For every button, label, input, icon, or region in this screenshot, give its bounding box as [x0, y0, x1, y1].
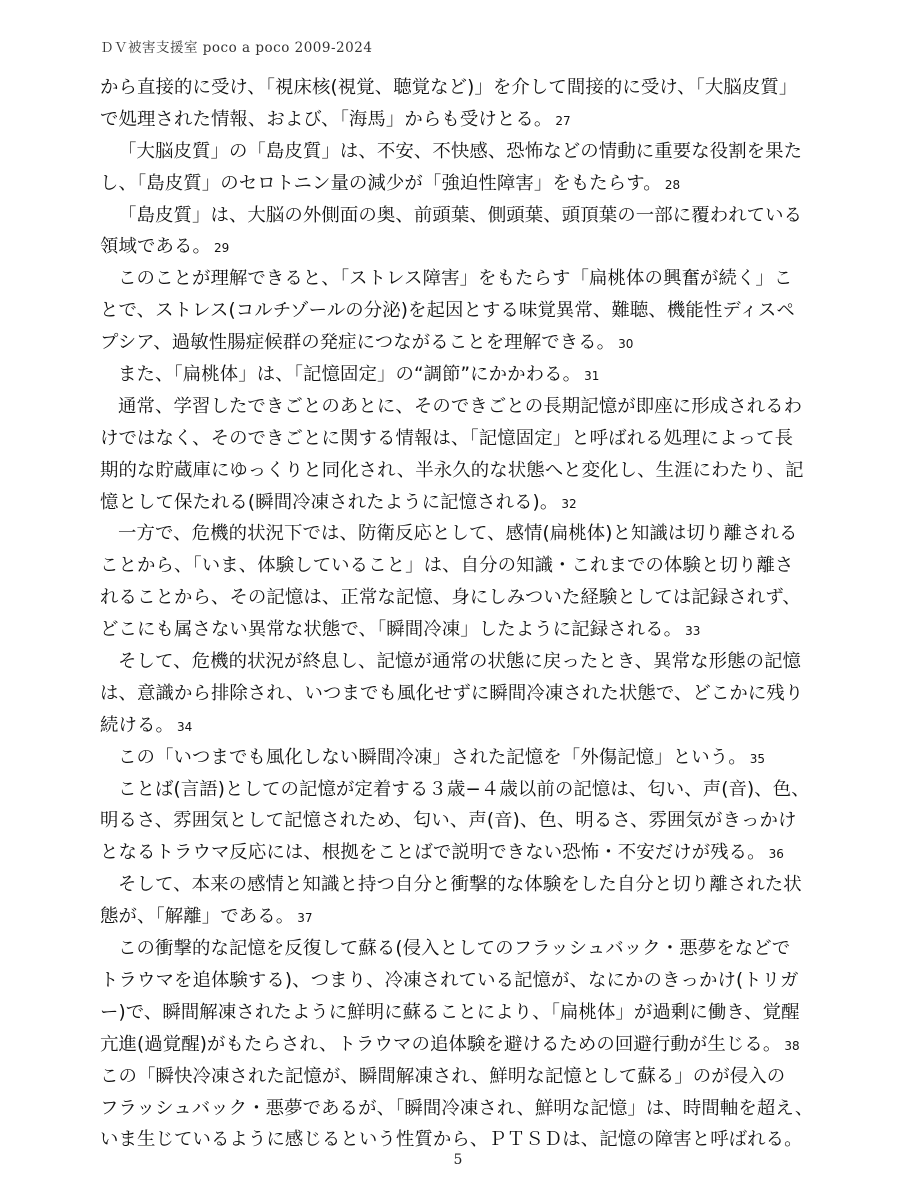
footnote-ref: 28 [664, 177, 681, 192]
line-text: となるトラウマ反応には、根拠をことばで説明できない恐怖・不安だけが残る。 [100, 842, 766, 864]
line-text: ー)で、瞬間解凍されたように鮮明に蘇ることにより、「扁桃体」が過剰に働き、覚醒 [100, 1001, 800, 1023]
text-line [100, 965, 820, 997]
line-text: で処理された情報、および、「海馬」からも受けとる。 [100, 108, 553, 130]
line-text: とで、ストレス(コルチゾールの分泌)を起因とする味覚異常、難聴、機能性ディスペ [100, 300, 795, 322]
text-line [100, 933, 820, 965]
line-text: トラウマを追体験する)、つまり、冷凍されている記憶が、なにかのきっかけ(トリガ [100, 969, 799, 991]
text-line [100, 901, 820, 933]
line-text: 続ける。 [100, 714, 174, 736]
text-line [100, 423, 820, 455]
footnote-ref: 31 [584, 369, 600, 384]
line-text: れることから、その記憶は、正常な記憶、身にしみついた経験としては記録されず、 [100, 587, 801, 609]
line-text: そして、危機的状況が終息し、記憶が通常の状態に戻ったとき、異常な形態の記憶 [118, 651, 802, 673]
text-line [100, 200, 820, 232]
line-text: フラッシュバック・悪夢であるが、「瞬間冷凍され、鮮明な記憶」は、時間軸を超え、 [100, 1097, 814, 1119]
line-text: は、意識から排除され、いつまでも風化せずに瞬間冷凍された状態で、どこかに残り [100, 682, 804, 704]
text-line [100, 295, 820, 327]
footnote-ref: 37 [297, 911, 313, 926]
line-text: この「いつまでも風化しない瞬間冷凍」された記憶を「外傷記憶」という。 [118, 746, 747, 768]
footnote-ref: 33 [685, 624, 701, 639]
line-text: 明るさ、雰囲気として記憶されため、匂い、声(音)、色、明るさ、雰囲気がきっかけ [100, 810, 797, 832]
line-text: どこにも属さない異常な状態で、「瞬間冷凍」したように記録される。 [100, 619, 683, 641]
text-line [100, 774, 820, 806]
text-line [100, 72, 820, 104]
body-text [100, 72, 820, 1156]
line-text: し、「島皮質」のセロトニン量の減少が「強迫性障害」をもたらす。 [100, 172, 662, 194]
line-text: 領域である。 [100, 236, 211, 258]
text-line [100, 327, 820, 359]
line-text: このことが理解できると、「ストレス障害」をもたらす「扁桃体の興奮が続く」こ [118, 268, 793, 290]
text-line [100, 678, 820, 710]
line-text: そして、本来の感情と知識と持つ自分と衝撃的な体験をした自分と切り離された状 [118, 874, 802, 896]
footnote-ref: 32 [561, 496, 577, 511]
text-line [100, 168, 820, 200]
line-text: この衝撃的な記憶を反復して蘇る(侵入としてのフラッシュバック・悪夢をなどで [118, 938, 791, 960]
text-line [100, 997, 820, 1029]
text-line [100, 1061, 820, 1093]
text-line [100, 487, 820, 519]
text-line [100, 550, 820, 582]
line-text: 亢進(過覚醒)がもたらされ、トラウマの追体験を避けるための回避行動が生じる。 [100, 1033, 782, 1055]
line-text: また、「扁桃体」は、「記憶固定」の“調節”にかかわる。 [118, 364, 582, 386]
line-text: 「大脳皮質」の「島皮質」は、不安、不快感、恐怖などの情動に重要な役割を果た [118, 140, 803, 162]
footnote-ref: 34 [176, 719, 193, 734]
text-line [100, 869, 820, 901]
line-text: 通常、学習したできごとのあとに、そのできごとの長期記憶が即座に形成されるわ [118, 395, 803, 417]
text-line [100, 518, 820, 550]
line-text: 一方で、危機的状況下では、防衛反応として、感情(扁桃体)と知識は切り離される [118, 523, 798, 545]
text-line [100, 263, 820, 295]
text-line [100, 1093, 820, 1125]
line-text: ことから、「いま、体験していること」は、自分の知識・これまでの体験と切り離さ [100, 555, 794, 577]
text-line [100, 391, 820, 423]
text-line [100, 231, 820, 263]
line-text: この「瞬快冷凍された記憶が、瞬間解凍され、鮮明な記憶として蘇る」のが侵入の [100, 1065, 786, 1087]
line-text: プシア、過敏性腸症候群の発症につながることを理解できる。 [100, 332, 616, 354]
page-number: 5 [453, 1152, 463, 1168]
footnote-ref: 27 [555, 113, 571, 128]
text-line [100, 614, 820, 646]
text-line [100, 104, 820, 136]
text-line [100, 710, 820, 742]
text-line [100, 136, 820, 168]
line-text: 期的な貯蔵庫にゆっくりと同化され、半永久的な状態へと変化し、生涯にわたり、記 [100, 459, 804, 481]
line-text: 憶として保たれる(瞬間冷凍されたように記憶される)。 [100, 491, 559, 513]
line-text: 「島皮質」は、大脳の外側面の奥、前頭葉、側頭葉、頭頂葉の一部に覆われている [118, 204, 803, 226]
text-line [100, 742, 820, 774]
line-text: けではなく、そのできごとに関する情報は、「記憶固定」と呼ばれる処理によって長 [100, 427, 794, 449]
text-line [100, 455, 820, 487]
text-line [100, 359, 820, 391]
line-text: 態が、「解離」である。 [100, 906, 295, 928]
line-text: ことば(言語)としての記憶が定着する３歳−４歳以前の記憶は、匂い、声(音)、色、 [118, 778, 810, 800]
text-line [100, 582, 820, 614]
line-text: から直接的に受け、「視床核(視覚、聴覚など)」を介して間接的に受け、「大脳皮質」 [100, 77, 798, 98]
text-line [100, 837, 820, 869]
footnote-ref: 29 [213, 241, 230, 256]
footnote-ref: 36 [768, 847, 784, 862]
page-header: ＤＶ被害支援室 poco a poco 2009-2024 [100, 40, 373, 56]
footnote-ref: 35 [749, 751, 765, 766]
footnote-ref: 30 [618, 337, 634, 352]
line-text: いま生じているように感じるという性質から、ＰＴＳＤは、記憶の障害と呼ばれる。 [100, 1129, 803, 1151]
text-line [100, 1029, 820, 1061]
text-line [100, 646, 820, 678]
text-line [100, 805, 820, 837]
footnote-ref: 38 [784, 1038, 800, 1053]
